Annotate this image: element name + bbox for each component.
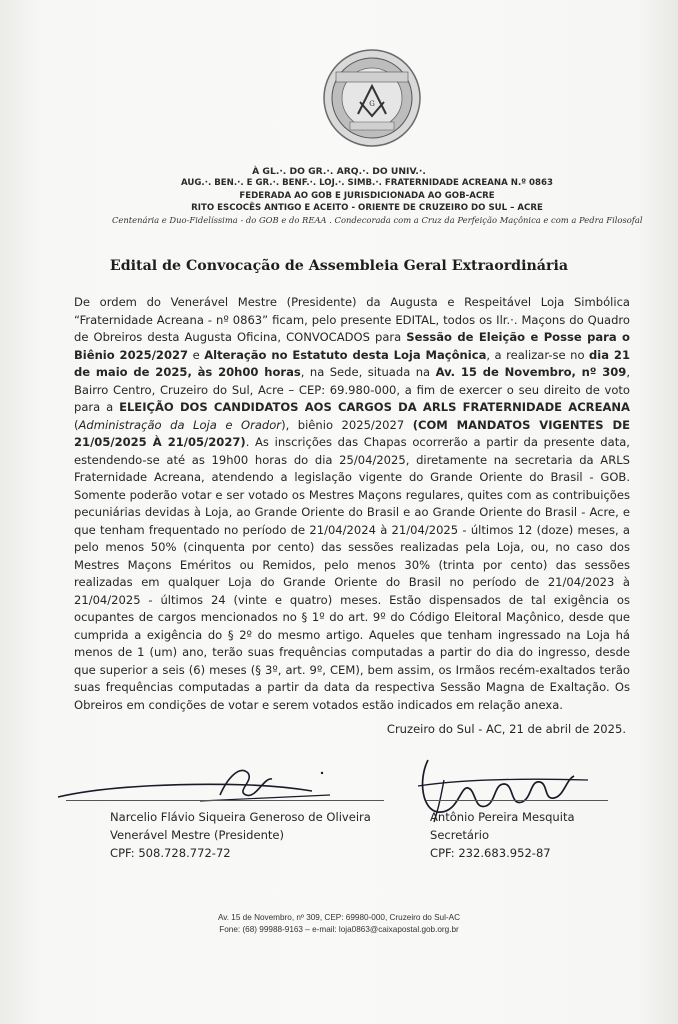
body-bold: Sessão de Eleição e Posse para o Biênio 2025/2027	[74, 330, 630, 362]
body-bold: dia 21 de maio de 2025, às 20h00 horas	[74, 347, 630, 379]
body-text: . As inscrições das Chapas ocorrerão a partir da presente data, estendendo-se até as 19h00 horas do dia 25/04/2025, diretamente na secretaria da ARLS Fraternidade Acreana, atendendo a legislação vigente do Grande Oriente do Brasil - GOB. Somente poderão votar e ser votado os Mestres Maçons regulares, quites com as contribuições pecuniárias devidas à Loja, ao Grande Oriente do Brasil e ao Grande Oriente do Brasil - Acre, e que tenham frequentado no período de 21/04/2024 à 21/04/2025 - últimos 12 (doze) meses, a pelo menos 50% (cinquenta por cento) das sessões realizadas pela Loja, ou, no caso dos Mestres Maçons Eméritos ou Remidos, pelo menos 30% (trinta por cento) das sessões realizadas em qualquer Loja do Grande Oriente do Brasil no período de 21/04/2023 à 21/04/2025 - últimos 24 (vinte e quatro) meses. Estão dispensados de tal exigência os ocupantes de cargos mencionados no § 1º do art. 9º do Código Eleitoral Maçônico, desde que cumprida a exigência do § 2º do mesmo artigo. Aqueles que tenham ingressado na Loja há menos de 1 (um) ano, terão suas frequências computadas a partir do dia do ingresso, desde que superior a seis (6) meses (§ 3º, art. 9º, CEM), bem assim, os Irmãos recém-exaltados terão suas frequências computadas a partir da data da respectiva Sessão Magna de Exaltação. Os Obreiros em condições de votar e serem votados estão indicados em relação anexa.	[74, 435, 630, 712]
signature-line-secretary	[426, 800, 608, 801]
lodge-seal	[322, 48, 422, 148]
signer-name: Antônio Pereira Mesquita	[430, 810, 575, 824]
seal-icon	[322, 48, 422, 148]
signer-name: Narcelio Flávio Siqueira Generoso de Oliveira	[110, 810, 371, 824]
edital-body	[74, 294, 630, 714]
header-rite: RITO ESCOCÊS ANTIGO E ACEITO - ORIENTE DE CRUZEIRO DO SUL – ACRE	[191, 203, 543, 213]
body-text: , Bairro Centro, Cruzeiro do Sul, Acre – CEP: 69.980-000, a fim de exercer o seu direito de voto para a	[74, 365, 630, 414]
header-federation: FEDERADA AO GOB E JURISDICIONADA AO GOB-ACRE	[239, 191, 495, 201]
body-text: , a realizar-se no	[486, 347, 590, 362]
body-text: (	[74, 417, 79, 432]
signer-secretary	[430, 808, 575, 862]
body-text: De ordem do Venerável Mestre (Presidente) da Augusta e Respeitável Loja Simbólica “Fraternidade Acreana - nº 0863” ficam, pelo presente EDITAL, todos os Ilr.·. Maçons do Quadro de Obreiros desta Augusta Oficina, CONVOCADOS para	[74, 295, 630, 344]
body-text: , na Sede, situada na	[300, 365, 436, 379]
footer-address	[0, 912, 678, 936]
svg-text:G: G	[369, 100, 375, 108]
footer-street: Av. 15 de Novembro, nº 309, CEP: 69980-000, Cruzeiro do Sul-AC	[217, 913, 461, 922]
signer-role: Secretário	[430, 828, 490, 842]
dateline: Cruzeiro do Sul - AC, 21 de abril de 2025.	[386, 722, 626, 736]
body-bold: ELEIÇÃO DOS CANDIDATOS AOS CARGOS DA ARLS FRATERNIDADE ACREANA	[119, 400, 630, 414]
body-italic: Administração da Loja e Orador	[78, 417, 282, 432]
document-title: Edital de Convocação de Assembleia Geral Extraordinária	[109, 258, 569, 274]
body-text: e	[188, 347, 205, 362]
body-bold: Alteração no Estatuto desta Loja Maçônica	[204, 347, 487, 362]
signer-cpf: CPF: 508.728.772-72	[110, 846, 231, 860]
header-invocation: À GL.·. DO GR.·. ARQ.·. DO UNIV.·.	[252, 166, 426, 177]
header-lodge-name: AUG.·. BEN.·. E GR.·. BENF.·. LOJ.·. SIMB.·. FRATERNIDADE ACREANA N.º 0863	[181, 178, 553, 188]
signature-president-icon	[50, 755, 380, 815]
body-text: ), biênio 2025/2027	[281, 417, 413, 432]
signer-cpf: CPF: 232.683.952-87	[430, 846, 551, 860]
footer-contact: Fone: (68) 99988-9163 – e-mail: loja0863@caixapostal.gob.org.br	[219, 925, 459, 934]
body-bold: Av. 15 de Novembro, nº 309	[435, 365, 627, 379]
signer-president	[110, 808, 371, 862]
signer-role: Venerável Mestre (Presidente)	[110, 828, 285, 842]
signature-line-president	[66, 800, 384, 801]
body-bold: (COM MANDATOS VIGENTES DE 21/05/2025 À 21/05/2027)	[74, 417, 630, 449]
header-motto: Centenária e Duo-Fidelíssima - do GOB e do REAA . Condecorada com a Cruz da Perfeição Maçônica e com a Pedra Filosofal	[112, 215, 643, 225]
